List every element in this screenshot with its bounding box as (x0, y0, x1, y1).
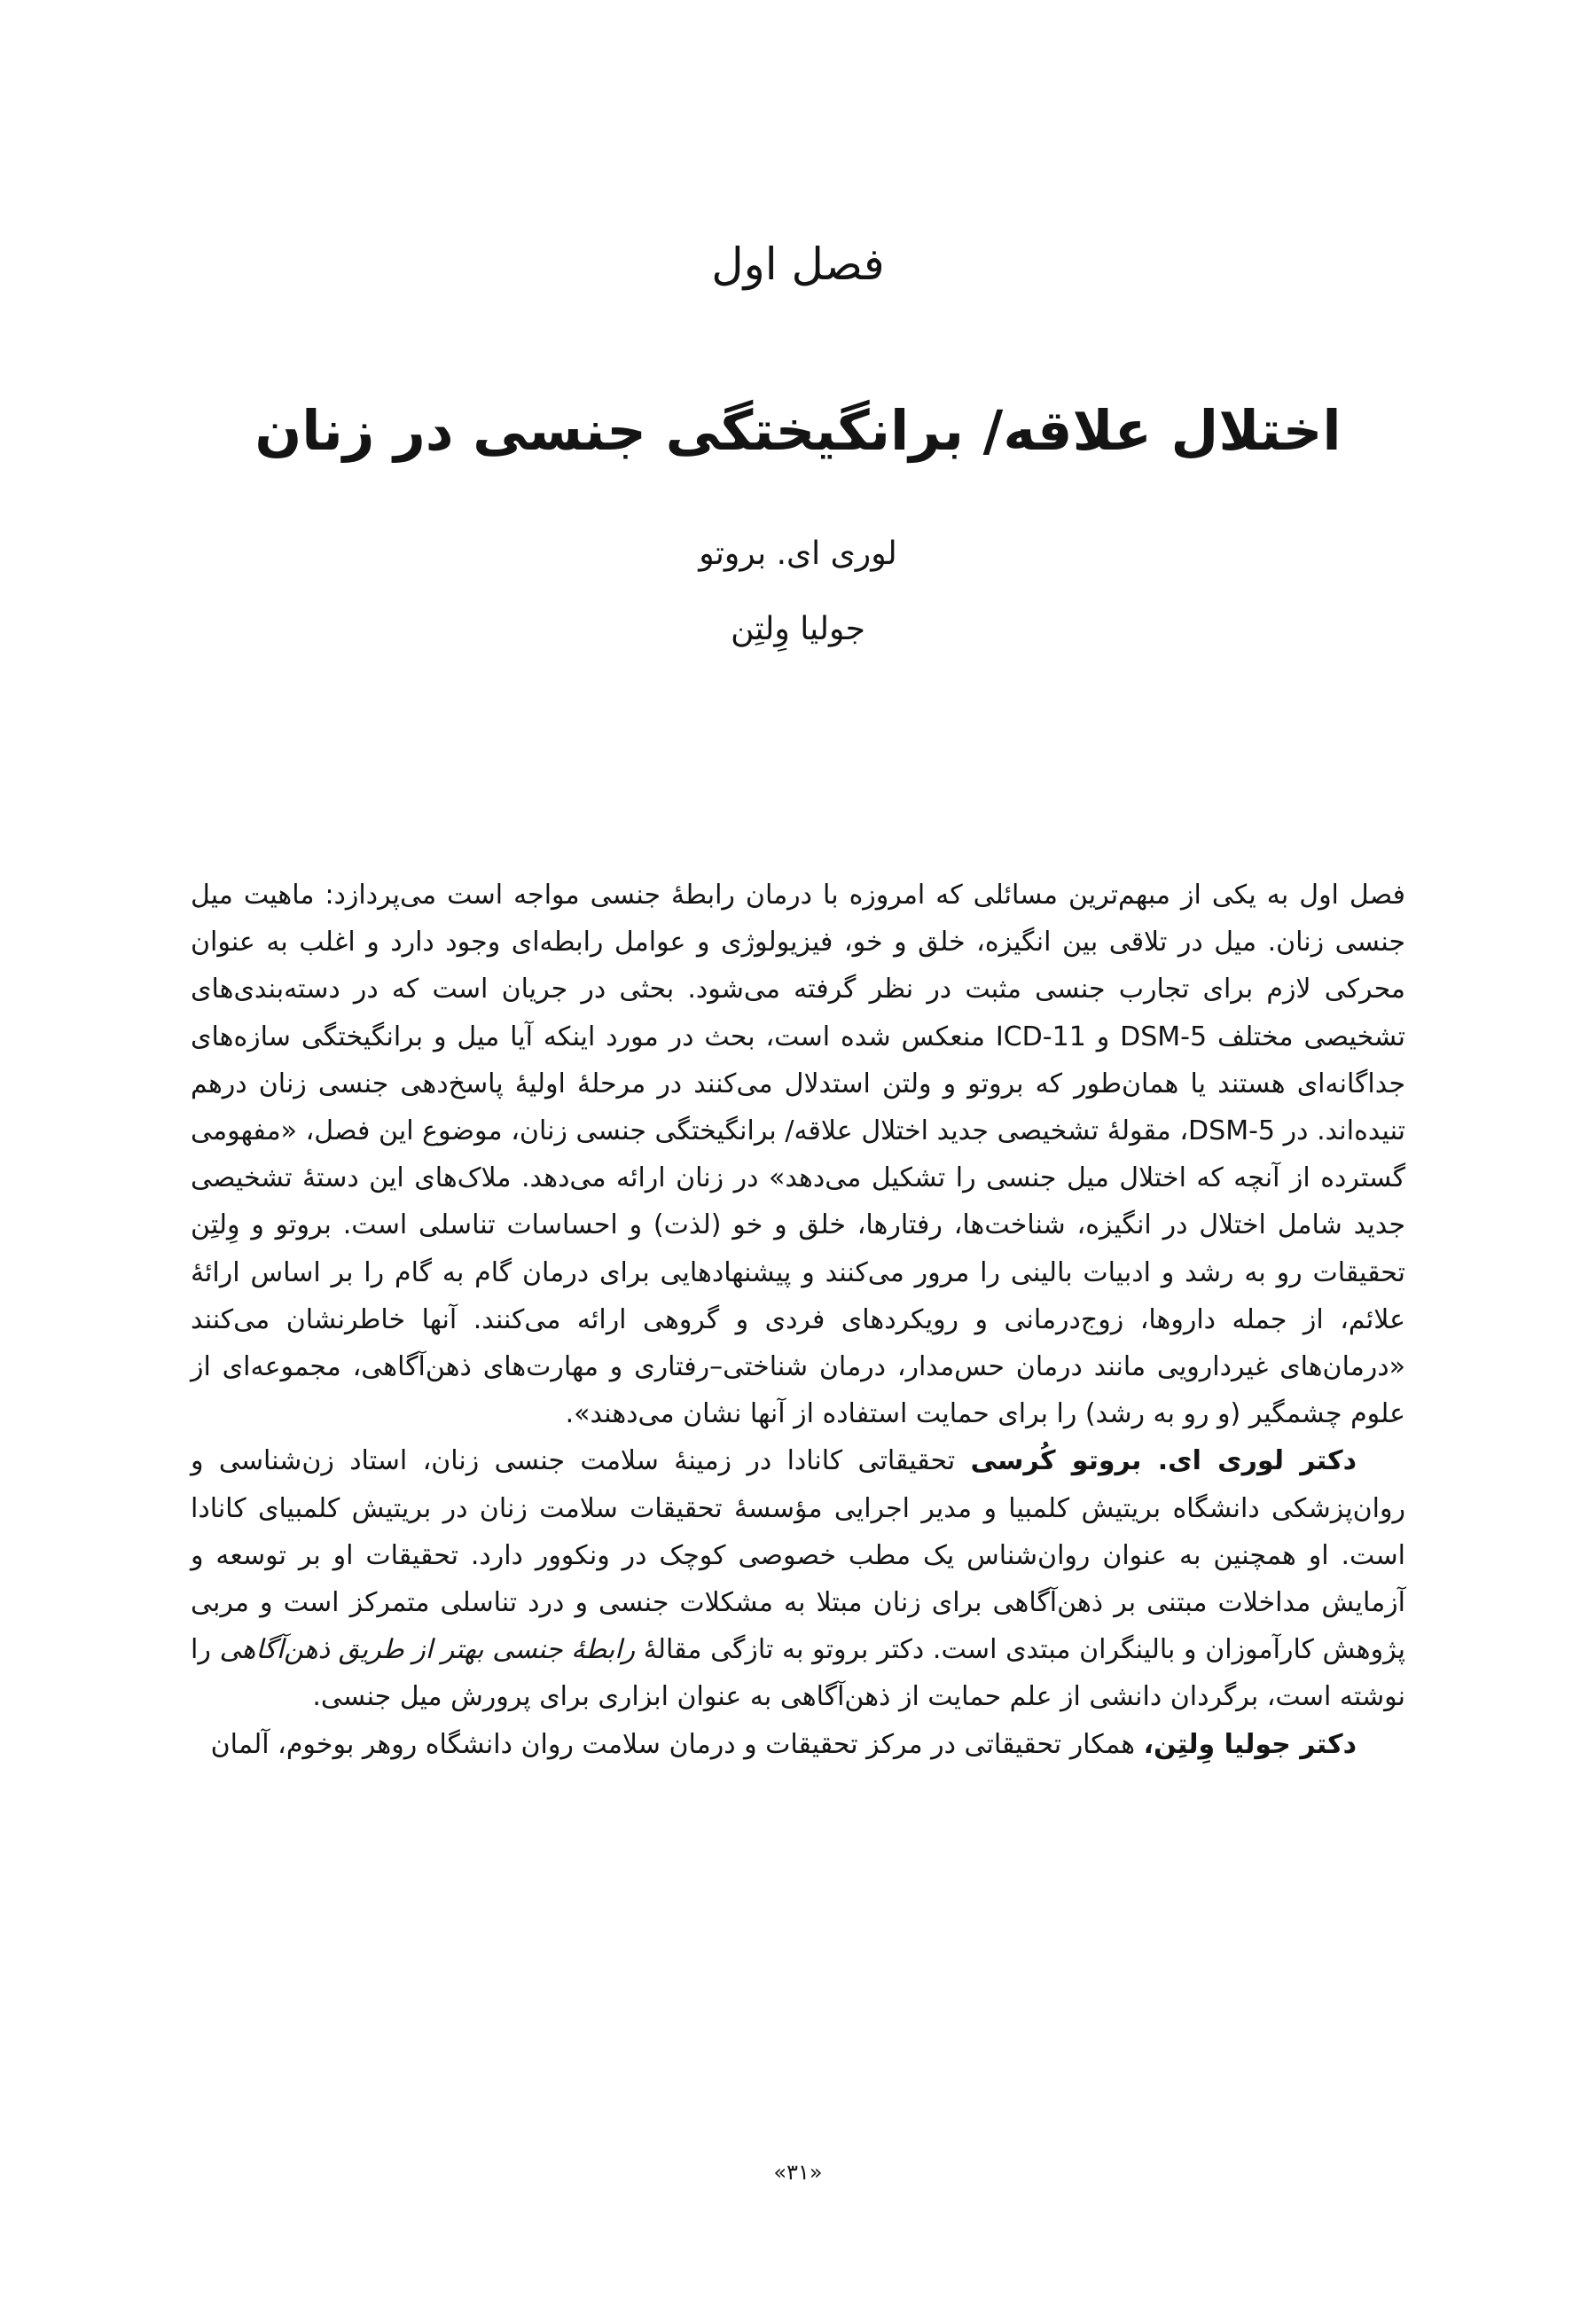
author-name: جولیا وِلتِن (731, 611, 865, 647)
author-bio-text: همکار تحقیقاتی در مرکز تحقیقات و درمان سلامت روان دانشگاه روهر بوخوم، آلمان (210, 1728, 1144, 1760)
chapter-title: اختلال علاقه/ برانگیختگی جنسی در زنان (254, 398, 1342, 463)
author-bio-text: تحقیقاتی کانادا در زمینۀ سلامت جنسی زنان، استاد زن‌شناسی و روان‌پزشکی دانشگاه بریتیش کلمبیا و مدیر اجرایی مؤسسۀ تحقیقات سلامت زنان در بریتیش کلمبیای کانادا است. او همچنین به عنوان روان‌شناس یک مطب خصوصی کوچک در ونکوور دارد. تحقیقات او بر توسعه و آزمایش مداخلات مبتنی بر ذهن‌آگاهی برای زنان مبتلا به مشکلات جنسی و درد تناسلی متمرکز است و مربی پژوهش کارآموزان و بالینگران مبتدی است. دکتر بروتو به تازگی مقالۀ (191, 1445, 1405, 1666)
page-number: «۳۱» (773, 2160, 823, 2185)
intro-paragraph: فصل اول به یکی از مبهم‌ترین مسائلی که امروزه با درمان رابطۀ جنسی مواجه است می‌پردازد: ماهیت میل جنسی زنان. میل در تلاقی بین انگیزه، خلق و خو، فیزیولوژی و عوامل رابطه‌ای وجود دارد و اغلب به عنوان محرکی لازم برای تجارب جنسی مثبت در نظر گرفته می‌شود. بحثی در جریان است که در دسته‌بندی‌های تشخیصی مختلف DSM-5 و ICD-11 منعکس شده است، بحث در مورد اینکه آیا میل و برانگیختگی سازه‌های جداگانه‌ای هستند یا همان‌طور که بروتو و ولتن استدلال می‌کنند در مرحلۀ اولیۀ پاسخ‌دهی جنسی زنان درهم تنیده‌اند. در DSM-5، مقولۀ تشخیصی جدید اختلال علاقه/ برانگیختگی جنسی زنان، موضوع این فصل، «مفهومی گسترده از آنچه که اختلال میل جنسی را تشکیل می‌دهد» در زنان ارائه می‌دهد. ملاک‌های این دستۀ تشخیصی جدید شامل اختلال در انگیزه، شناخت‌ها، رفتارها، خلق و خو (لذت) و احساسات تناسلی است. بروتو و وِلتِن تحقیقات رو به رشد و ادبیات بالینی را مرور می‌کنند و پیشنهادهایی برای درمان گام به گام را بر اساس ارائۀ علائم، از جمله داروها، زوج‌درمانی و رویکردهای فردی و گروهی ارائه می‌کنند. آنها خاطرنشان می‌کنند «درمان‌های غیردارویی مانند درمان حس‌مدار، درمان شناختی–رفتاری و مهارت‌های ذهن‌آگاهی، مجموعه‌ای از علوم چشمگیر (و رو به رشد) را برای حمایت استفاده از آنها نشان می‌دهند». (191, 880, 1405, 1430)
author-bio-name: دکتر لوری ای. بروتو کُرسی (970, 1445, 1357, 1477)
author-bio-text: را نوشته است، برگردان دانشی از علم حمایت از ذهن‌آگاهی به عنوان ابزاری برای پرورش میل جنسی. (191, 1634, 1405, 1713)
chapter-label: فصل اول (711, 239, 885, 290)
article-title: رابطۀ جنسی بهتر از طریق ذهن‌آگاهی (219, 1634, 636, 1666)
author-bio-name: دکتر جولیا وِلتِن، (1143, 1728, 1357, 1760)
author-bio-paragraph (191, 1437, 1405, 1720)
author-bio-paragraph (191, 1721, 1405, 1768)
author-name: لوری ای. بروتو (699, 536, 897, 572)
chapter-body (191, 872, 1405, 1768)
